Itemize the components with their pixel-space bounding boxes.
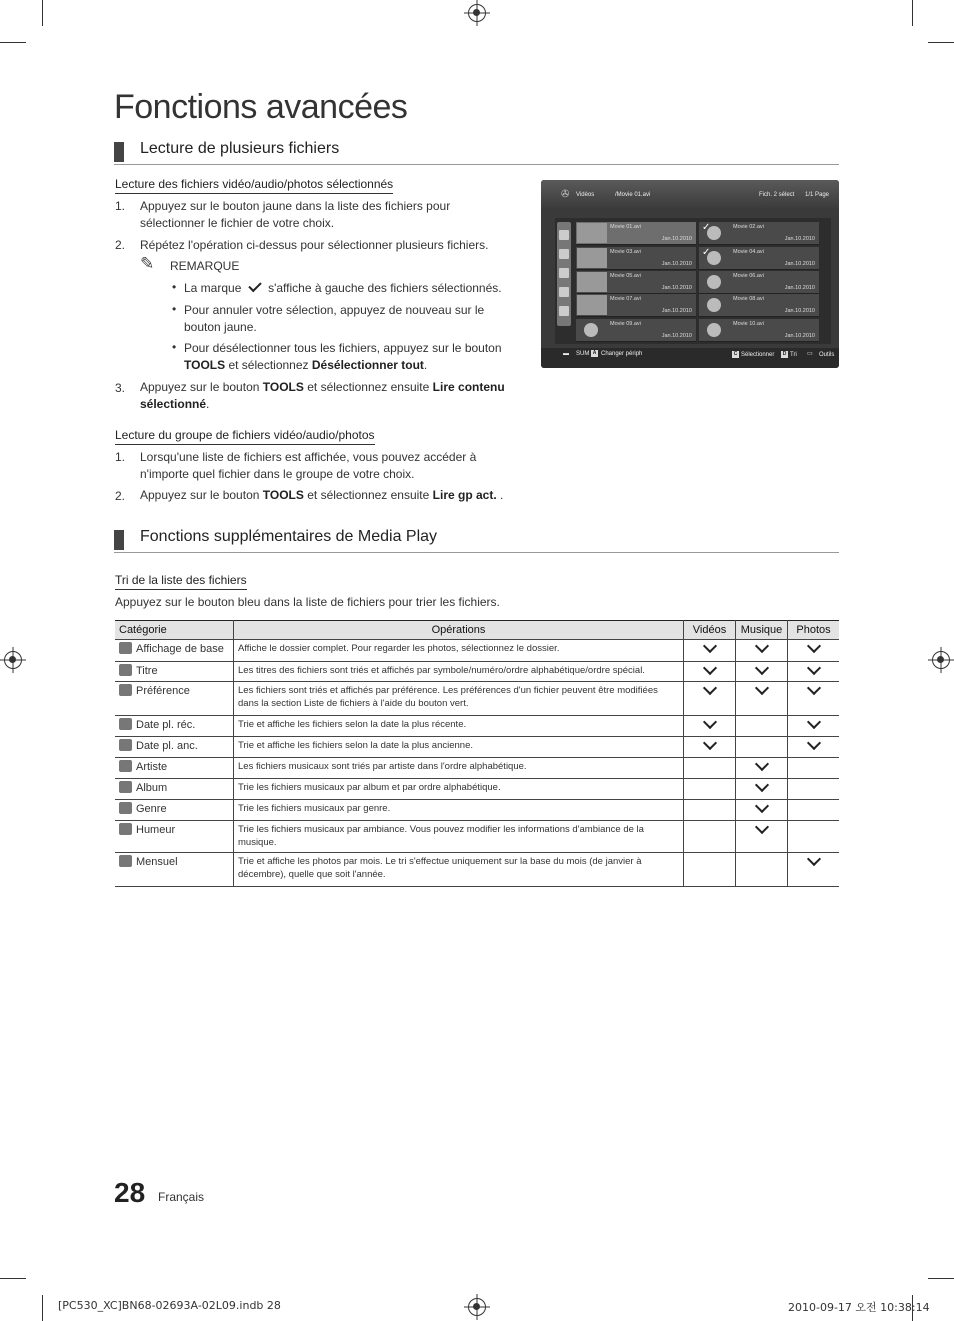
tools-icon: ▭ (807, 351, 813, 357)
operation-cell: Trie les fichiers musicaux par album et par ordre alphabétique. (234, 779, 684, 800)
category-label: Date pl. anc. (136, 740, 198, 752)
category-cell (115, 640, 234, 662)
table-row (115, 758, 839, 779)
section-heading (114, 528, 839, 553)
registration-mark-icon (468, 4, 486, 22)
category-label: Date pl. réc. (136, 719, 196, 731)
crop-mark (0, 42, 26, 43)
check-icon (702, 639, 716, 653)
crop-mark (0, 1278, 26, 1279)
category-label: Titre (136, 665, 158, 677)
footer-file: [PC530_XC]BN68-02693A-02L09.indb 28 (58, 1299, 281, 1312)
check-icon (806, 661, 820, 675)
note-text: s'affiche à gauche des fichiers sélectionnés. (268, 281, 502, 295)
operation-cell: Trie et affiche les fichiers selon la date la plus récente. (234, 716, 684, 737)
path-label: /Movie 01.avi (615, 192, 651, 198)
music-cell (736, 682, 788, 716)
file-name: Movie 07.avi (610, 296, 641, 302)
file-date: Jan.10.2010 (661, 308, 692, 314)
videos-cell (684, 640, 736, 662)
crop-mark (42, 1295, 43, 1321)
file-name: Movie 01.avi (610, 224, 641, 230)
footer-timestamp: 2010-09-17 오전 10:38:14 (788, 1301, 930, 1314)
music-cell (736, 800, 788, 821)
step-number: 1. (115, 199, 126, 213)
check-icon (702, 661, 716, 675)
operation-cell: Les fichiers musicaux sont triés par artiste dans l'ordre alphabétique. (234, 758, 684, 779)
operation-cell: Trie les fichiers musicaux par ambiance. Vous pouvez modifier les informations d'ambiance de la musique. (234, 821, 684, 853)
step-text: Répétez l'opération ci-dessus pour sélectionner plusieurs fichiers. (140, 238, 489, 252)
genre-icon (119, 802, 132, 814)
videos-cell (684, 682, 736, 716)
category-label: Album (136, 782, 168, 794)
checkmark-icon: ✓ (702, 222, 711, 233)
thumbnail (577, 248, 607, 268)
film-reel-icon (707, 323, 721, 337)
file-tile[interactable] (699, 247, 819, 270)
file-date: Jan.10.2010 (661, 285, 692, 291)
file-tile[interactable] (576, 247, 696, 270)
file-tile[interactable] (576, 294, 696, 317)
category-cell (115, 716, 234, 737)
file-date: Jan.10.2010 (784, 333, 815, 339)
category-cell (115, 779, 234, 800)
bullet: • (172, 340, 177, 354)
file-name: Movie 05.avi (610, 273, 641, 279)
file-tile[interactable] (699, 271, 819, 294)
photos-cell (788, 821, 840, 853)
table-row (115, 821, 839, 853)
device-name: SUM (576, 351, 590, 357)
table-body (115, 640, 839, 887)
section-bar (114, 142, 124, 162)
star-icon (559, 306, 569, 316)
crop-mark (912, 0, 913, 26)
tools-keyword: TOOLS (262, 488, 304, 502)
month-icon (119, 855, 132, 867)
thumbnail (577, 272, 607, 292)
table-header-row (115, 621, 839, 640)
note-item: Pour annuler votre sélection, appuyez de nouveau sur le bouton jaune. (184, 303, 485, 334)
table-row (115, 682, 839, 716)
c-button-label: C (733, 351, 738, 357)
step-number: 2. (115, 238, 126, 252)
checkmark-icon: ✓ (702, 247, 711, 258)
file-date: Jan.10.2010 (784, 261, 815, 267)
menu-option: Désélectionner tout (311, 358, 424, 372)
table-row (115, 662, 839, 682)
calendar-icon (119, 718, 132, 730)
category-cell (115, 800, 234, 821)
step-text: Appuyez sur le bouton TOOLS et sélectionnez ensuite Lire contenu sélectionné. (140, 380, 505, 411)
category-label: Genre (136, 803, 167, 815)
file-name: Movie 02.avi (733, 224, 764, 230)
crop-mark (928, 1278, 954, 1279)
category-cell (115, 853, 234, 887)
table-row (115, 779, 839, 800)
check-icon (806, 715, 820, 729)
section-title: Lecture de plusieurs fichiers (140, 140, 340, 157)
check-icon (806, 639, 820, 653)
calendar-icon (119, 739, 132, 751)
bullet: • (172, 280, 177, 294)
check-icon (754, 681, 768, 695)
note-pencil-icon: ✎ (140, 254, 155, 273)
table-row (115, 737, 839, 758)
music-cell (736, 779, 788, 800)
menu-option: Lire contenu sélectionné (140, 380, 505, 411)
checkmark-icon (248, 279, 261, 292)
file-name: Movie 03.avi (610, 249, 641, 255)
photos-cell (788, 737, 840, 758)
category-label: Affichage de base (136, 643, 224, 655)
photos-cell (788, 716, 840, 737)
note-text: et sélectionnez (228, 358, 309, 372)
category-cell (115, 682, 234, 716)
note-item: Pour désélectionner tous les fichiers, appuyez sur le bouton TOOLS et sélectionnez Désélectionner tout. (184, 341, 502, 372)
videos-cell (684, 800, 736, 821)
videos-cell (684, 662, 736, 682)
calendar-icon (559, 287, 569, 297)
crop-mark (42, 0, 43, 26)
step-number: 1. (115, 450, 126, 464)
artist-icon (119, 760, 132, 772)
music-cell (736, 640, 788, 662)
category-cell (115, 662, 234, 682)
file-date: Jan.10.2010 (784, 236, 815, 242)
d-button-label: D (782, 351, 787, 357)
operation-cell: Trie et affiche les photos par mois. Le tri s'effectue uniquement sur la base du mois (de janvier à décembre), quelle que soit l'année. (234, 853, 684, 887)
select-label: Sélectionner (741, 352, 775, 358)
file-tile[interactable] (699, 319, 819, 342)
calendar-icon (559, 268, 569, 278)
file-tile[interactable] (576, 319, 696, 342)
check-icon (754, 639, 768, 653)
file-name: Movie 08.avi (733, 296, 764, 302)
photos-cell (788, 758, 840, 779)
category-label: Mensuel (136, 856, 178, 868)
operation-cell: Les titres des fichiers sont triés et affichés par symbole/numéro/ordre alphabétique/ordre spécial. (234, 662, 684, 682)
section-heading (114, 140, 839, 165)
media-play-screenshot (541, 180, 839, 368)
file-name: Movie 04.avi (733, 249, 764, 255)
file-date: Jan.10.2010 (661, 333, 692, 339)
change-device-label: Changer périph (601, 351, 643, 357)
header-photos: Photos (788, 621, 840, 640)
step-number: 2. (115, 489, 126, 503)
step-text: Appuyez sur le bouton TOOLS et sélectionnez ensuite Lire gp act. . (140, 488, 504, 502)
step-part: Appuyez sur le bouton (140, 380, 260, 394)
menu-option: Lire gp act. (432, 488, 497, 502)
file-date: Jan.10.2010 (661, 261, 692, 267)
videos-cell (684, 758, 736, 779)
page-title: Fonctions avancées (114, 88, 408, 126)
title-icon (559, 249, 569, 259)
star-icon (119, 684, 132, 696)
check-icon (806, 852, 820, 866)
file-date: Jan.10.2010 (661, 236, 692, 242)
check-icon (702, 736, 716, 750)
note-text: La marque (184, 281, 242, 295)
crop-mark (928, 42, 954, 43)
page-indicator: 1/1 Page (805, 192, 830, 198)
folder-icon (559, 230, 569, 240)
c-button[interactable] (732, 351, 739, 358)
table-row (115, 853, 839, 887)
subsection-title: Lecture du groupe de fichiers vidéo/audio/photos (115, 428, 375, 445)
file-tile[interactable] (576, 222, 696, 245)
a-button[interactable] (591, 350, 598, 357)
category-cell (115, 758, 234, 779)
mood-icon (119, 823, 132, 835)
intro-text: Appuyez sur le bouton bleu dans la liste de fichiers pour trier les fichiers. (115, 595, 500, 609)
registration-mark-icon (468, 1298, 486, 1316)
language-label: Français (158, 1190, 205, 1204)
title-icon (119, 664, 132, 676)
operation-cell: Trie et affiche les fichiers selon la date la plus ancienne. (234, 737, 684, 758)
page-number: 28 (114, 1177, 146, 1208)
album-icon (119, 781, 132, 793)
category-label: Artiste (136, 761, 168, 773)
music-cell (736, 716, 788, 737)
photos-cell (788, 853, 840, 887)
check-icon (806, 681, 820, 695)
header-videos: Vidéos (684, 621, 736, 640)
step-text: Lorsqu'une liste de fichiers est affichée, vous pouvez accéder à n'importe quel fichier dans le groupe de votre choix. (140, 450, 477, 481)
file-date: Jan.10.2010 (784, 285, 815, 291)
operation-cell: Trie les fichiers musicaux par genre. (234, 800, 684, 821)
registration-mark-icon (4, 651, 22, 669)
registration-mark-icon (932, 651, 950, 669)
category-label: Préférence (136, 685, 190, 697)
tools-label: Outils (819, 352, 835, 358)
music-cell (736, 821, 788, 853)
category-cell (115, 821, 234, 853)
videos-icon: ✇ (561, 189, 570, 200)
subsection-title: Tri de la liste des fichiers (115, 573, 247, 590)
videos-cell (684, 716, 736, 737)
note-item (184, 280, 514, 297)
note-text: Pour désélectionner tous les fichiers, appuyez sur le bouton (184, 341, 502, 355)
table-row (115, 800, 839, 821)
music-cell (736, 737, 788, 758)
folder-icon (119, 642, 132, 654)
bullet: • (172, 302, 177, 316)
d-button[interactable] (781, 351, 788, 358)
step-part: et sélectionnez ensuite (307, 488, 430, 502)
check-icon (806, 736, 820, 750)
note-label: REMARQUE (170, 259, 240, 273)
header-music: Musique (736, 621, 788, 640)
film-reel-icon (707, 275, 721, 289)
operation-cell: Affiche le dossier complet. Pour regarder les photos, sélectionnez le dossier. (234, 640, 684, 662)
sort-table (115, 620, 839, 887)
a-button-label: A (592, 350, 597, 356)
music-cell (736, 662, 788, 682)
photos-cell (788, 800, 840, 821)
file-tile[interactable] (699, 222, 819, 245)
music-cell (736, 853, 788, 887)
file-date: Jan.10.2010 (784, 308, 815, 314)
file-name: Movie 10.avi (733, 321, 764, 327)
step-text: Appuyez sur le bouton jaune dans la liste des fichiers pour sélectionner le fichier de votre choix. (140, 199, 451, 230)
videos-cell (684, 821, 736, 853)
check-icon (702, 681, 716, 695)
videos-cell (684, 737, 736, 758)
videos-cell (684, 853, 736, 887)
film-reel-icon (707, 298, 721, 312)
header-category: Catégorie (115, 621, 234, 640)
step-part: et sélectionnez ensuite (307, 380, 430, 394)
photos-cell (788, 682, 840, 716)
file-tile[interactable] (699, 294, 819, 317)
file-name: Movie 09.avi (610, 321, 641, 327)
sort-label: Tri (790, 352, 797, 358)
section-bar (114, 530, 124, 550)
header-operations: Opérations (234, 621, 684, 640)
operation-cell: Les fichiers sont triés et affichés par préférence. Les préférences d'un fichier peuvent être modifiées dans la section Liste de fichiers à l'aide du bouton vert. (234, 682, 684, 716)
table-row (115, 640, 839, 662)
device-icon: ▬ (563, 351, 569, 357)
subsection-title: Lecture des fichiers vidéo/audio/photos sélectionnés (115, 177, 393, 194)
table-row (115, 716, 839, 737)
selected-count: Fich. 2 sélect (759, 192, 795, 198)
tools-keyword: TOOLS (184, 358, 226, 372)
file-tile[interactable] (576, 271, 696, 294)
film-reel-icon (584, 323, 598, 337)
check-icon (702, 715, 716, 729)
check-icon (754, 820, 768, 834)
step-number: 3. (115, 381, 126, 395)
music-cell (736, 758, 788, 779)
check-icon (754, 757, 768, 771)
category-label: Humeur (136, 824, 176, 836)
photos-cell (788, 779, 840, 800)
videos-cell (684, 779, 736, 800)
thumbnail (577, 295, 607, 315)
photos-cell (788, 640, 840, 662)
check-icon (754, 778, 768, 792)
check-icon (754, 661, 768, 675)
section-title: Fonctions supplémentaires de Media Play (140, 528, 438, 545)
step-part: Appuyez sur le bouton (140, 488, 260, 502)
file-name: Movie 06.avi (733, 273, 764, 279)
category-label: Vidéos (576, 192, 595, 198)
category-cell (115, 737, 234, 758)
check-icon (754, 799, 768, 813)
photos-cell (788, 662, 840, 682)
thumbnail (577, 223, 607, 243)
tools-keyword: TOOLS (262, 380, 304, 394)
